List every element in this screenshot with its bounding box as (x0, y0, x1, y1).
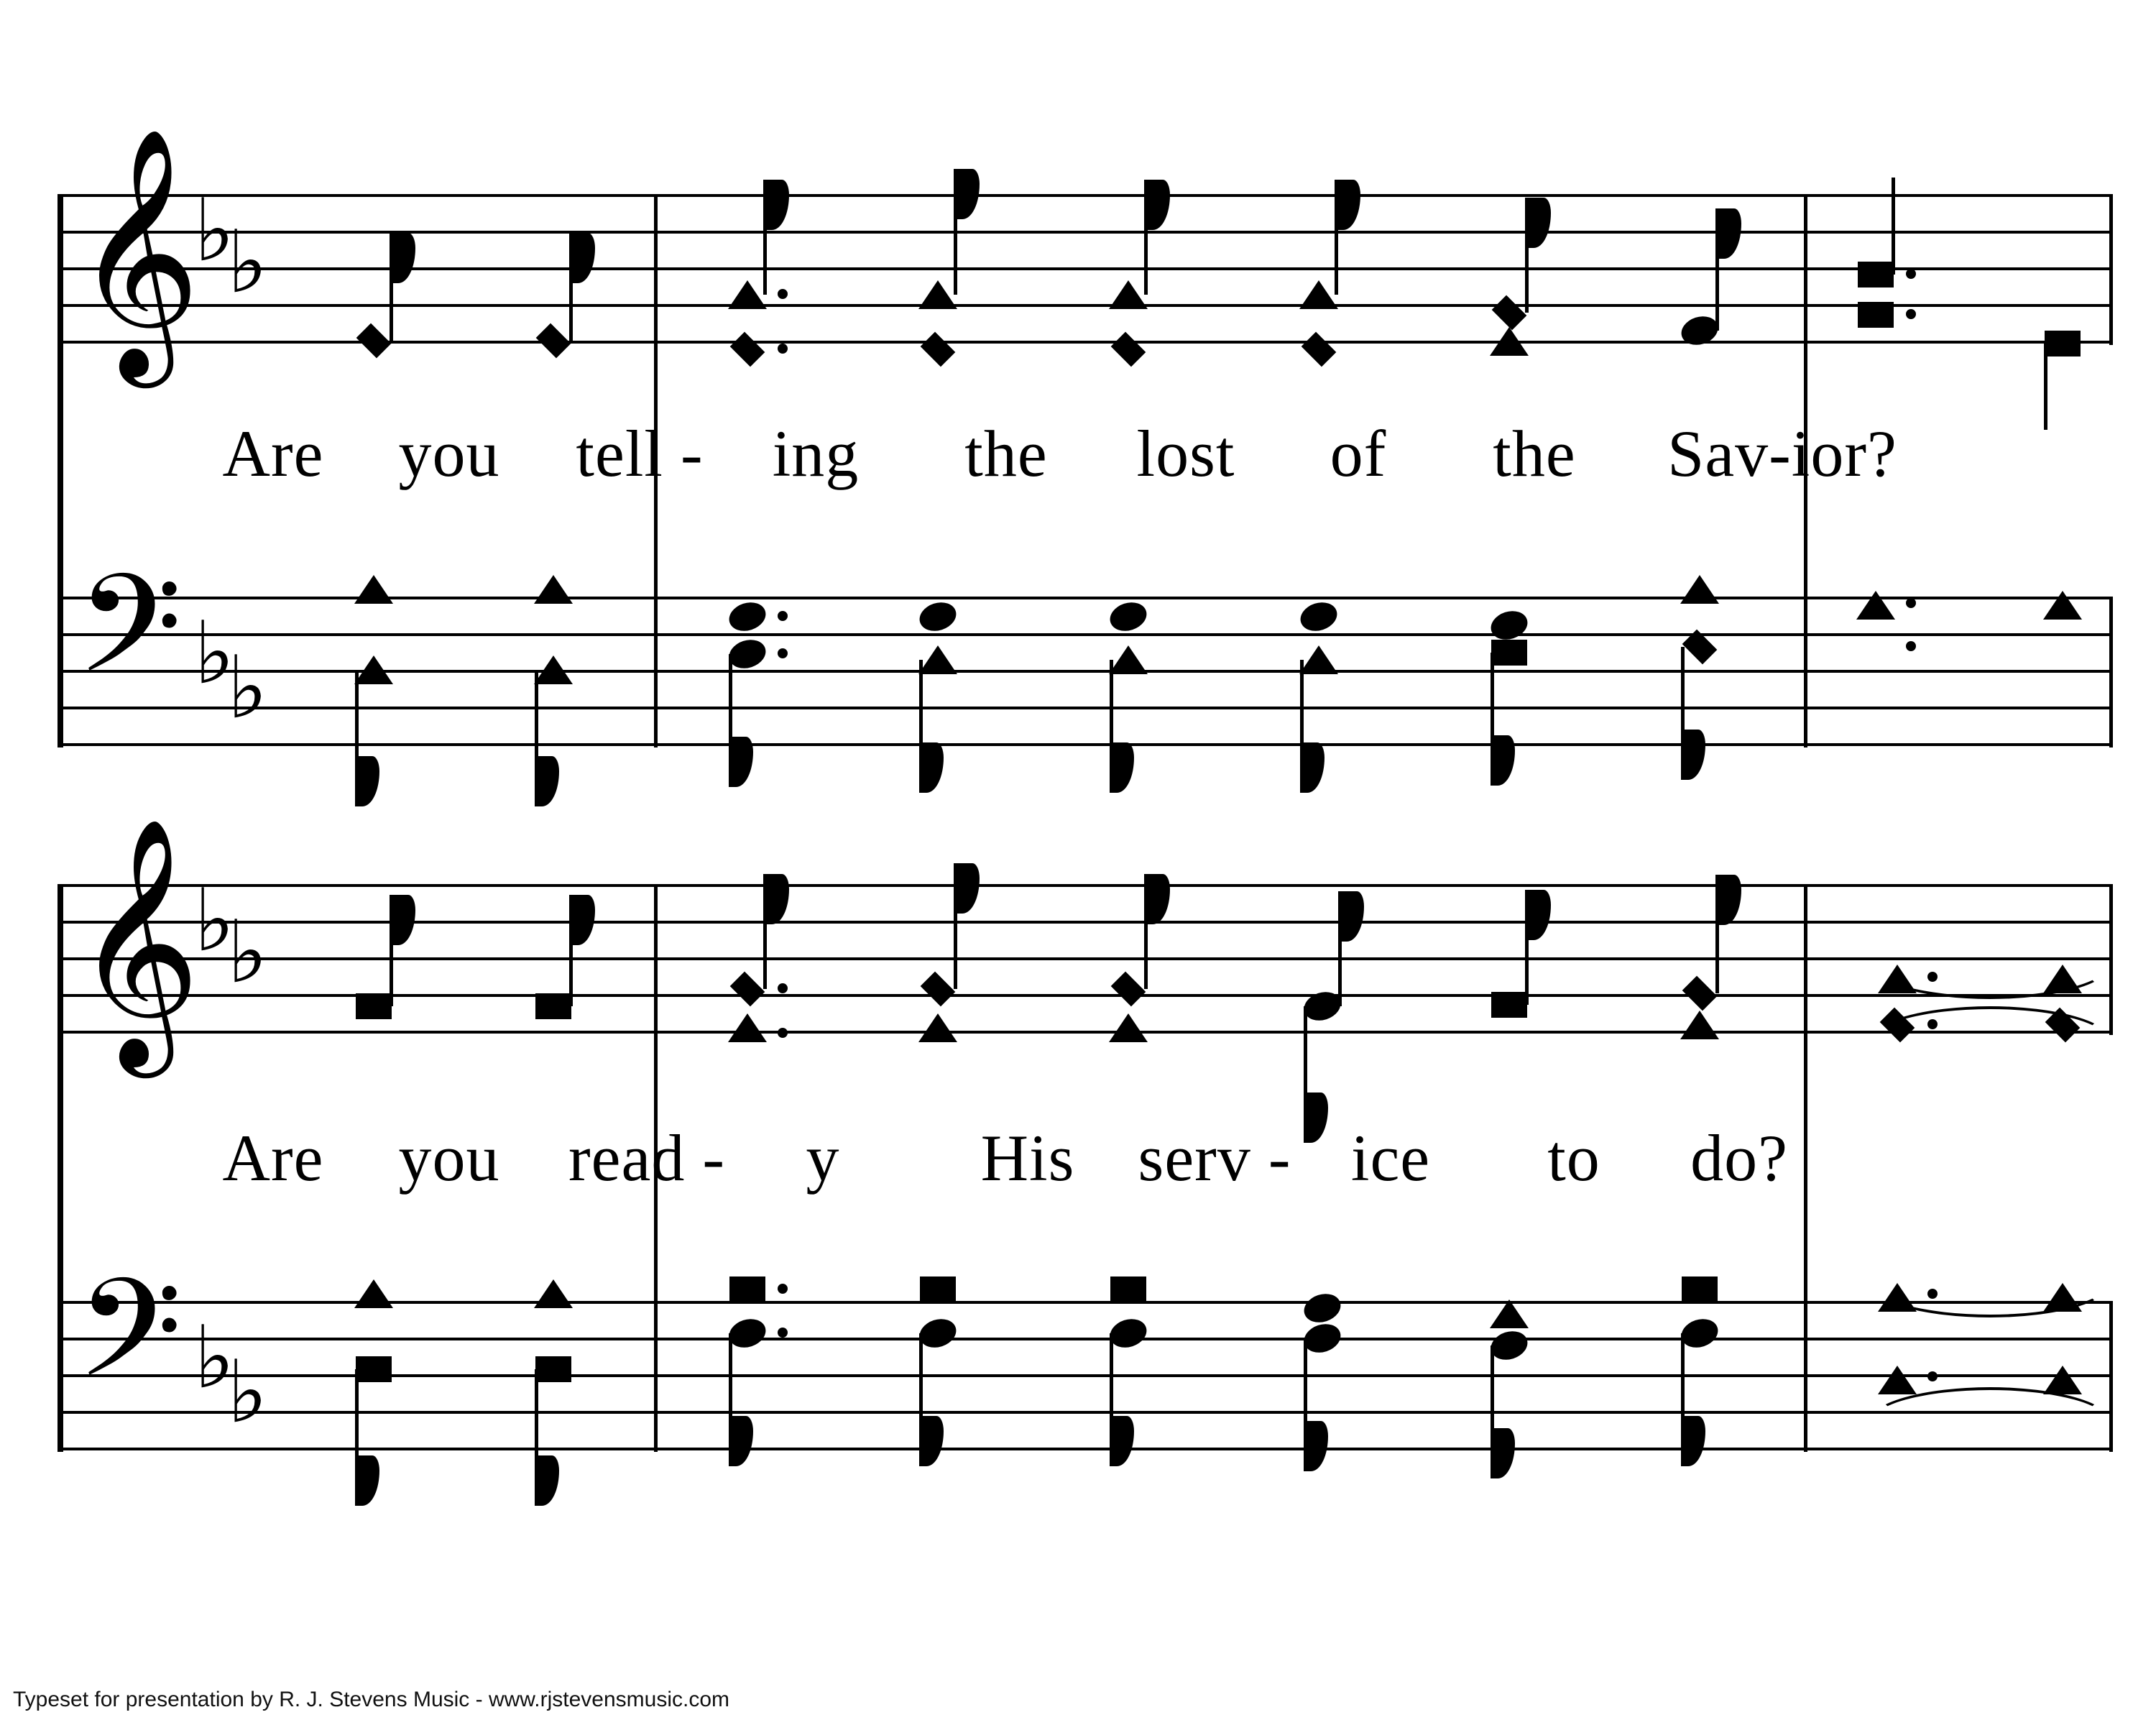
slur-mark (1869, 929, 2111, 999)
augmentation-dot (778, 983, 788, 993)
note-flag (765, 874, 789, 924)
augmentation-dot (778, 1284, 788, 1294)
lyric-syllable: ice (1350, 1121, 1431, 1195)
notehead-oval (1296, 598, 1340, 635)
notehead-triangle (1109, 1013, 1148, 1042)
lyric-syllable: Sav-ior? (1667, 417, 1897, 490)
note-flag (1304, 1421, 1328, 1471)
notehead-triangle (728, 1013, 767, 1042)
key-signature-flat: ♭ (194, 871, 235, 971)
notehead-diamond (1111, 972, 1146, 1007)
lyric-syllable: you (398, 1121, 500, 1195)
augmentation-dot (778, 1328, 788, 1338)
final-barline (2109, 194, 2113, 345)
augmentation-dot (1906, 269, 1916, 279)
note-flag (955, 169, 980, 219)
note-flag (1491, 735, 1515, 786)
note-flag (1681, 1416, 1705, 1466)
note-flag (1336, 180, 1360, 230)
treble-stave-1 (57, 126, 2113, 377)
note-flag (919, 742, 944, 793)
key-signature-flat: ♭ (227, 213, 268, 313)
augmentation-dot (1927, 1371, 1938, 1381)
treble-clef-icon: 𝄞 (73, 126, 201, 377)
notehead-square (2045, 331, 2081, 356)
notehead-triangle (1680, 1011, 1719, 1039)
notehead-triangle (2043, 1366, 2082, 1394)
notehead-triangle (534, 1279, 573, 1308)
note-flag (955, 863, 980, 914)
notehead-square (729, 1276, 765, 1302)
barline (654, 597, 658, 748)
notehead-square (535, 1356, 571, 1382)
note-flag (1526, 890, 1551, 940)
treble-clef-icon: 𝄞 (73, 816, 201, 1067)
notehead-triangle (1878, 1366, 1917, 1394)
notehead-square (920, 1276, 956, 1302)
lyric-syllable: lost (1136, 417, 1235, 490)
augmentation-dot (778, 344, 788, 354)
augmentation-dot (778, 648, 788, 658)
key-signature-flat: ♭ (194, 604, 235, 704)
lyric-syllable: ing (772, 417, 860, 490)
note-flag (1110, 1416, 1134, 1466)
lyric-syllable: y (806, 1121, 840, 1195)
augmentation-dot (778, 611, 788, 621)
typeset-credit: Typeset for presentation by R. J. Stevens Music - www.rjstevensmusic.com (13, 1688, 730, 1711)
notehead-triangle (354, 575, 393, 604)
notehead-square (356, 1356, 392, 1382)
notehead-square (1491, 640, 1527, 666)
note-stem (1892, 178, 1895, 275)
notehead-triangle (1490, 1300, 1529, 1328)
notehead-diamond (1492, 295, 1527, 331)
barline (1804, 597, 1807, 748)
treble-stave-2 (57, 816, 2113, 1067)
lyric-syllable: the (1493, 417, 1576, 490)
note-flag (1146, 180, 1170, 230)
lyric-syllable: His (980, 1121, 1075, 1195)
note-flag (1717, 875, 1741, 925)
note-flag (1146, 874, 1170, 924)
key-signature-flat: ♭ (227, 903, 268, 1003)
key-signature-flat: ♭ (194, 1308, 235, 1408)
notehead-oval (1487, 607, 1531, 644)
barline (1804, 1301, 1807, 1452)
note-flag (1304, 1092, 1328, 1143)
notehead-triangle (728, 280, 767, 309)
note-flag (1526, 198, 1551, 248)
note-flag (355, 1455, 379, 1506)
note-flag (391, 895, 415, 945)
notehead-diamond (536, 323, 571, 359)
barline (654, 1301, 658, 1452)
notehead-triangle (1299, 645, 1338, 674)
note-flag (729, 737, 753, 787)
note-flag (919, 1416, 944, 1466)
final-barline (2109, 1301, 2113, 1452)
notehead-square (1858, 302, 1894, 328)
notehead-triangle (1299, 280, 1338, 309)
lyric-syllable: of (1330, 417, 1387, 490)
notehead-square (1110, 1276, 1146, 1302)
notehead-square (356, 993, 392, 1019)
notehead-triangle (918, 645, 957, 674)
lyric-syllable: you (398, 417, 500, 490)
key-signature-flat: ♭ (227, 1343, 268, 1443)
note-flag (571, 233, 595, 283)
final-barline (2109, 884, 2113, 1035)
notehead-triangle (1680, 575, 1719, 604)
key-signature-flat: ♭ (227, 638, 268, 738)
lyric-syllable: serv - (1138, 1121, 1291, 1195)
note-flag (535, 1455, 559, 1506)
notehead-oval (916, 598, 959, 635)
notehead-triangle (354, 656, 393, 684)
slur-mark (1869, 1247, 2111, 1317)
notehead-diamond (730, 332, 765, 367)
note-flag (1110, 742, 1134, 793)
augmentation-dot (778, 1028, 788, 1038)
note-flag (765, 180, 789, 230)
note-flag (729, 1416, 753, 1466)
bass-stave-1 (57, 546, 2113, 748)
notehead-diamond (1302, 332, 1337, 367)
note-flag (355, 756, 379, 806)
notehead-oval (1106, 598, 1150, 635)
note-flag (391, 233, 415, 283)
note-flag (1300, 742, 1325, 793)
lyric-syllable: the (964, 417, 1048, 490)
notehead-triangle (1109, 280, 1148, 309)
notehead-triangle (1490, 327, 1529, 356)
notehead-diamond (356, 323, 392, 359)
note-flag (571, 895, 595, 945)
notehead-triangle (2043, 591, 2082, 620)
notehead-square (1858, 262, 1894, 288)
notehead-square (535, 993, 571, 1019)
notehead-square (1491, 992, 1527, 1018)
notehead-triangle (354, 1279, 393, 1308)
slur-mark (1869, 1006, 2111, 1077)
lyric-syllable: to (1547, 1121, 1600, 1195)
augmentation-dot (1906, 641, 1916, 651)
notehead-diamond (921, 332, 956, 367)
notehead-oval (1300, 1289, 1344, 1327)
bass-clef-icon: 𝄢 (76, 1250, 183, 1442)
note-flag (1491, 1428, 1515, 1478)
notehead-triangle (918, 1013, 957, 1042)
bass-clef-icon: 𝄢 (76, 546, 183, 737)
lyric-syllable: read - (568, 1121, 725, 1195)
note-stem (2044, 344, 2047, 430)
lyric-syllable: Are (222, 417, 324, 490)
note-flag (1717, 208, 1741, 259)
lyric-syllable: do? (1690, 1121, 1788, 1195)
notehead-diamond (921, 972, 956, 1007)
augmentation-dot (1906, 309, 1916, 319)
note-flag (1340, 891, 1364, 942)
lyric-syllable: Are (222, 1121, 324, 1195)
notehead-triangle (1109, 645, 1148, 674)
final-barline (2109, 597, 2113, 748)
note-flag (535, 756, 559, 806)
key-signature-flat: ♭ (194, 181, 235, 281)
notehead-diamond (1682, 976, 1718, 1011)
notehead-triangle (534, 575, 573, 604)
augmentation-dot (778, 289, 788, 299)
bass-stave-2 (57, 1250, 2113, 1452)
augmentation-dot (1906, 598, 1916, 608)
notehead-square (1682, 1276, 1718, 1302)
notehead-triangle (534, 656, 573, 684)
slur-mark (1869, 1387, 2111, 1458)
notehead-diamond (1111, 332, 1146, 367)
note-flag (1681, 730, 1705, 780)
notehead-triangle (1856, 591, 1895, 620)
notehead-oval (725, 598, 769, 635)
notehead-diamond (730, 972, 765, 1007)
notehead-triangle (918, 280, 957, 309)
lyric-syllable: tell - (576, 417, 704, 490)
